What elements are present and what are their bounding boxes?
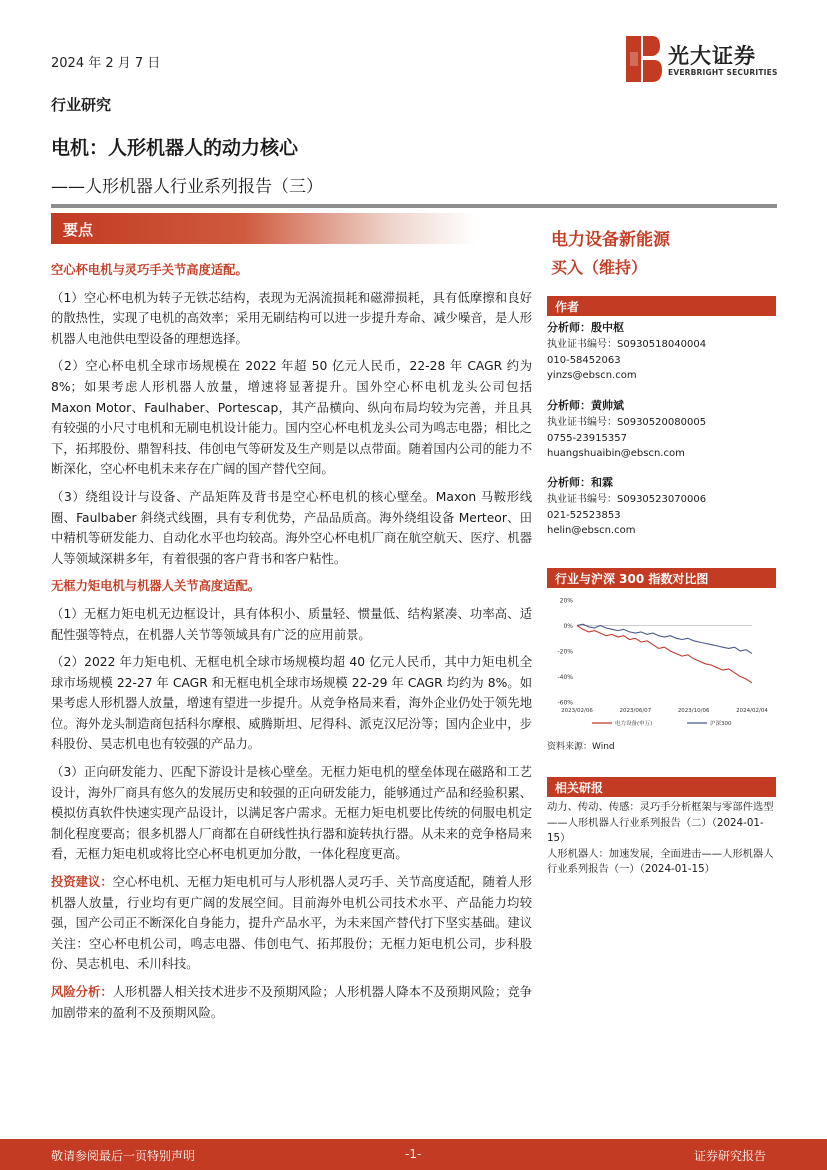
analyst-name: 分析师：殷中枢 — [547, 321, 624, 334]
legend-label: 电力设备(申万) — [615, 721, 653, 727]
analyst-phone: 010-58452063 — [547, 354, 621, 366]
related-reports — [547, 800, 779, 878]
analyst-name: 分析师：黄帅斌 — [547, 399, 624, 412]
related-label: 相关研报 — [555, 781, 604, 795]
investment-advice — [51, 872, 532, 975]
brand-logo — [626, 36, 786, 84]
report-date: 2024 年 2 月 7 日 — [51, 56, 161, 71]
section-heading-coreless: 空心杯电机与灵巧手关节高度适配。 — [51, 263, 248, 277]
risk-analysis-text: 人形机器人相关技术进步不及预期风险；人形机器人降本不及预期风险；竞争加剧带来的盈利不及预期风险。 — [51, 985, 532, 1020]
related-header — [547, 777, 776, 797]
y-tick-label: 20% — [559, 597, 573, 605]
chart-label: 行业与沪深 300 指数对比图 — [555, 572, 709, 586]
report-subtitle: ——人形机器人行业系列报告（三） — [51, 177, 323, 197]
y-tick-label: -60% — [557, 699, 573, 707]
analyst-email[interactable]: helin@ebscn.com — [547, 525, 636, 537]
risk-analysis — [51, 982, 532, 1023]
analyst-phone: 0755-23915357 — [547, 432, 627, 444]
authors-label: 作者 — [555, 300, 580, 314]
analyst-cert: 执业证书编号：S0930520080005 — [547, 417, 707, 428]
analyst-email[interactable]: yinzs@ebscn.com — [547, 370, 637, 382]
x-tick-label: 2023/10/06 — [677, 708, 710, 714]
y-tick-label: -40% — [557, 674, 573, 681]
analyst-phone: 021-52523853 — [547, 509, 621, 521]
logo-text-cn: 光大证券 — [668, 44, 756, 68]
paragraph: （1）空心杯电机为转子无铁芯结构，表现为无涡流损耗和磁滞损耗，具有低摩擦和良好的散热性，实现了电机的高效率；采用无刷结构可以进一步提升寿命、减少噪音，是人形机器人电池供电型设备的理想选择。 — [51, 290, 532, 346]
investment-advice-label: 投资建议： — [51, 875, 113, 890]
rating-value: 买入（维持） — [551, 258, 648, 277]
legend-label: 沪深300 — [710, 721, 732, 727]
chart-source: 资料来源：Wind — [547, 742, 615, 752]
y-tick-label: -20% — [557, 648, 573, 656]
section-heading-frameless: 无框力矩电机与机器人关节高度适配。 — [51, 579, 261, 594]
risk-analysis-label: 风险分析： — [51, 985, 113, 999]
analyst-email[interactable]: huangshuaibin@ebscn.com — [547, 448, 685, 460]
series-line — [577, 626, 752, 683]
paragraph: （2）空心杯电机全球市场规模在 2022 年超 50 亿元人民币，22-28 年 CAGR 约为 8%；如果考虑人形机器人放量，增速将显著提升。国外空心杯电机龙头公司包括 Maxon Motor、Faulhaber、Portescap，其产品横向、纵向布局均较为完善，并且具有较强的小尺寸电机和无刷电机设计能力。国内空心杯电机龙头公司为鸣志电器；相比之下，拓邦股份、鼎智科技、伟创电气等研发及生产则是以点带面。随着国内公司的能力不断深化，空心杯电机未来存在广阔的国产替代空间。 — [51, 359, 532, 477]
related-report-link[interactable]: 人形机器人：加速发展，全面进击——人形机器人行业系列报告（一）（2024-01-15） — [547, 847, 774, 876]
page-number: -1- — [405, 1147, 422, 1161]
x-tick-label: 2024/02/04 — [736, 708, 768, 714]
key-points-label: 要点 — [63, 221, 94, 239]
analyst-block — [547, 474, 776, 539]
paragraph: （3）绕组设计与设备、产品矩阵及背书是空心杯电机的核心壁垒。Maxon 马鞍形线圈、Faulbaber 斜绕式线圈，具有专利优势，产品品质高。海外绕组设备 Merteor、田中精机等研发能力、自动化水平也均较高。海外空心杯电机厂商在航空航天、医疗、机器人等领域深耕多年，有着很强的客户背书和客户粘性。 — [51, 489, 532, 566]
series-line — [577, 624, 752, 653]
analyst-cert: 执业证书编号：S0930518040004 — [547, 339, 707, 350]
footer-report-type: 证券研究报告 — [694, 1149, 767, 1163]
x-tick-label: 2023/02/06 — [561, 708, 593, 714]
analyst-cert: 执业证书编号：S0930523070006 — [547, 494, 707, 505]
rating-sector: 电力设备新能源 — [551, 230, 670, 250]
logo-mark-icon — [626, 36, 662, 82]
paragraph: （2）2022 年力矩电机、无框电机全球市场规模均超 40 亿元人民币，其中力矩电机全球市场规模 22-27 年 CAGR 和无框电机全球市场规模 22-29 年 CAGR 均约为 8%。如果考虑人形机器人放量，增速有望进一步提升。从竞争格局来看，海外企业仍处于领先地位。海外龙头制造商包括科尔摩根、威腾斯坦、尼得科、派克汉尼汾等；国内企业中，步科股份、昊志机电也有较强的产品力。 — [51, 655, 532, 752]
key-points-body — [51, 260, 532, 1030]
analyst-block — [547, 319, 776, 384]
report-title: 电机：人形机器人的动力核心 — [51, 137, 299, 159]
paragraph: （1）无框力矩电机无边框设计，具有体积小、质量轻、惯量低、结构紧凑、功率高、适配性强等特点，在机器人关节等领域具有广泛的应用前景。 — [51, 606, 532, 642]
paragraph: （3）正向研发能力、匹配下游设计是核心壁垒。无框力矩电机的壁垒体现在磁路和工艺设计，海外厂商具有悠久的发展历史和较强的正向研发能力，能够通过产品和经验积累、模拟仿真软件快速实现产品设计，以满足客户需求。无框力矩电机要比传统的伺服电机定制化程度要高；很多机器人厂商都在自研线性执行器和旋转执行器。从未来的竞争格局来看，无框力矩电机或将比空心杯电机更加分散，一体化程度更高。 — [51, 765, 532, 862]
header-divider — [51, 204, 777, 208]
key-points-banner — [51, 213, 477, 244]
x-tick-label: 2023/06/07 — [619, 708, 652, 714]
analyst-name: 分析师：和霖 — [547, 476, 613, 489]
page-footer — [0, 1139, 827, 1170]
footer-disclaimer: 敬请参阅最后一页特别声明 — [51, 1149, 196, 1163]
chart-header — [547, 568, 776, 588]
investment-advice-text: 空心杯电机、无框力矩电机可与人形机器人灵巧手、关节高度适配，随着人形机器人放量，行业均有更广阔的发展空间。目前海外电机公司技术水平、产品能力均较强，国产公司正不断深化自身能力，提升产品水平，为未来国产替代打下坚实基础。建议关注：空心杯电机公司，鸣志电器、伟创电气、拓邦股份；无框力矩电机公司，步科股份、昊志机电、禾川科技。 — [51, 875, 532, 972]
analyst-block — [547, 397, 776, 462]
report-category: 行业研究 — [51, 96, 112, 114]
logo-text-en: EVERBRIGHT SECURITIES — [668, 68, 778, 77]
related-report-link[interactable]: 动力、传动、传感：灵巧手分析框架与零部件选型——人形机器人行业系列报告（二）（2024-01-15） — [547, 801, 774, 845]
y-tick-label: 0% — [563, 623, 573, 630]
authors-header — [547, 296, 776, 316]
comparison-chart — [547, 592, 776, 734]
